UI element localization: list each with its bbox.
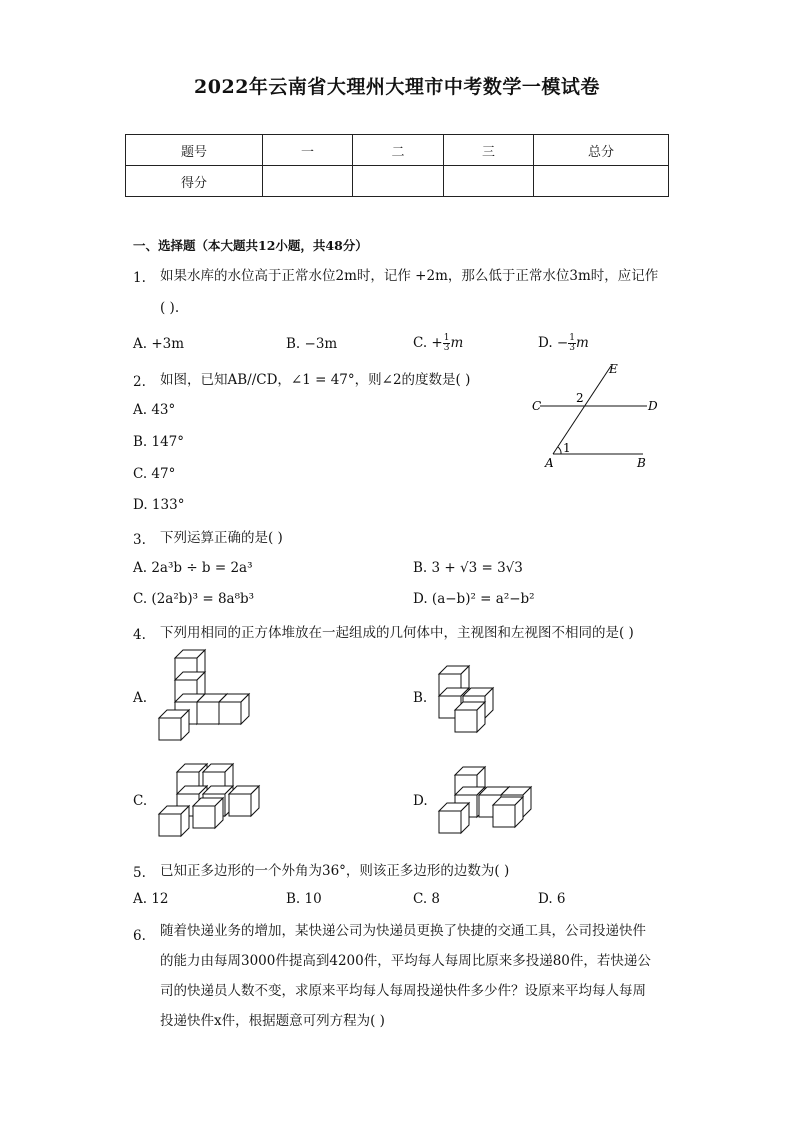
unit: m [450,335,464,351]
option-a[interactable]: A. +3m [133,336,185,352]
score-table-row [126,166,669,197]
question-number: 5. [133,865,146,881]
question-line: 投递快件x件，根据题意可列方程为( ) [160,1013,385,1029]
question-text: 如果水库的水位高于正常水位2m时，记作 +2m，那么低于正常水位3m时，应记作 [160,268,659,284]
question-number: 2. [133,374,146,390]
score-cell[interactable] [353,166,444,197]
option-a[interactable]: A. 2a³b ÷ b = 2a³ [133,560,253,576]
score-header-cell: 二 [353,135,444,166]
option-b[interactable]: B. 10 [286,891,322,907]
option-d[interactable]: D. 133° [133,497,185,513]
option-a[interactable]: A. 12 [133,891,169,907]
question-text: 已知正多边形的一个外角为36°，则该正多边形的边数为( ) [160,863,510,879]
option-c[interactable]: C. 47° [133,466,176,482]
fraction-numerator: 1 [443,333,450,343]
option-label: C. + [413,335,443,351]
question-number: 6. [133,928,146,944]
score-header-cell: 三 [444,135,534,166]
angle-1-arc [558,447,561,454]
score-cell[interactable] [263,166,353,197]
cube [159,710,189,740]
score-table [125,134,669,197]
cube-stack-figure-d [435,765,535,837]
score-header-cell: 一 [263,135,353,166]
fraction-numerator: 1 [569,333,575,343]
cube [219,694,249,724]
question-line: 随着快递业务的增加，某快递公司为快递员更换了快捷的交通工具，公司投递快件 [160,923,646,939]
question-text: 如图，已知AB//CD，∠1 = 47°，则∠2的度数是( ) [160,372,471,388]
cube [455,702,485,732]
label-b: B [637,456,646,470]
page-title: 2022年云南省大理州大理市中考数学一模试卷 [194,76,600,98]
label-angle-2: 2 [576,391,584,405]
score-cell[interactable] [534,166,669,197]
cube [493,797,523,827]
cube-stack-figure-a [155,648,255,746]
option-d[interactable]: D. [413,793,428,809]
cube [439,803,469,833]
option-d[interactable]: D. (a−b)² = a²−b² [413,591,535,607]
cube [193,798,223,828]
question-text: 下列用相同的正方体堆放在一起组成的几何体中，主视图和左视图不相同的是( ) [160,625,634,641]
option-label: D. − [538,335,569,351]
fraction [568,334,576,353]
question-number: 4. [133,627,146,643]
label-angle-1: 1 [563,441,571,455]
score-header-cell: 题号 [126,135,263,166]
option-c[interactable]: C. (2a²b)³ = 8a⁸b³ [133,591,255,607]
transversal-line [553,366,611,454]
option-b[interactable]: B. −3m [286,336,338,352]
option-a[interactable]: A. 43° [133,402,176,418]
question-line: 的能力由每周3000件提高到4200件，平均每人每周比原来多投递80件，若快递公 [160,953,651,969]
option-a[interactable]: A. [133,690,148,706]
option-c[interactable]: C. 8 [413,891,441,907]
label-c: C [532,399,542,413]
option-d[interactable]: D. 6 [538,891,566,907]
score-table-header-row [126,135,669,166]
question-number: 1. [133,270,146,286]
label-e: E [609,362,618,376]
label-a: A [545,456,554,470]
parallel-lines-figure [525,360,675,475]
question-text: 下列运算正确的是( ) [160,530,283,546]
score-header-cell: 总分 [534,135,669,166]
section-heading: 一、选择题（本大题共12小题，共48分） [133,238,368,253]
option-c[interactable]: C. [133,793,148,809]
cube [229,786,259,816]
option-c[interactable] [413,334,463,353]
question-paragraph [160,916,670,1036]
option-b[interactable]: B. 147° [133,434,185,450]
label-d: D [648,399,658,413]
option-b[interactable]: B. 3 + √3 = 3√3 [413,560,523,576]
cube-stack-figure-b [435,660,505,738]
score-cell[interactable] [444,166,534,197]
fraction-denominator: 3 [569,343,575,353]
option-b[interactable]: B. [413,690,428,706]
score-row-label: 得分 [126,166,263,197]
fraction-denominator: 3 [443,343,450,353]
option-d[interactable] [538,334,589,353]
unit: m [575,335,589,351]
cube [159,806,189,836]
question-text: ( ). [160,300,180,316]
question-number: 3. [133,532,146,548]
cube-stack-figure-c [155,758,265,844]
question-line: 司的快递员人数不变，求原来平均每人每周投递快件多少件？设原来平均每人每周 [160,983,646,999]
